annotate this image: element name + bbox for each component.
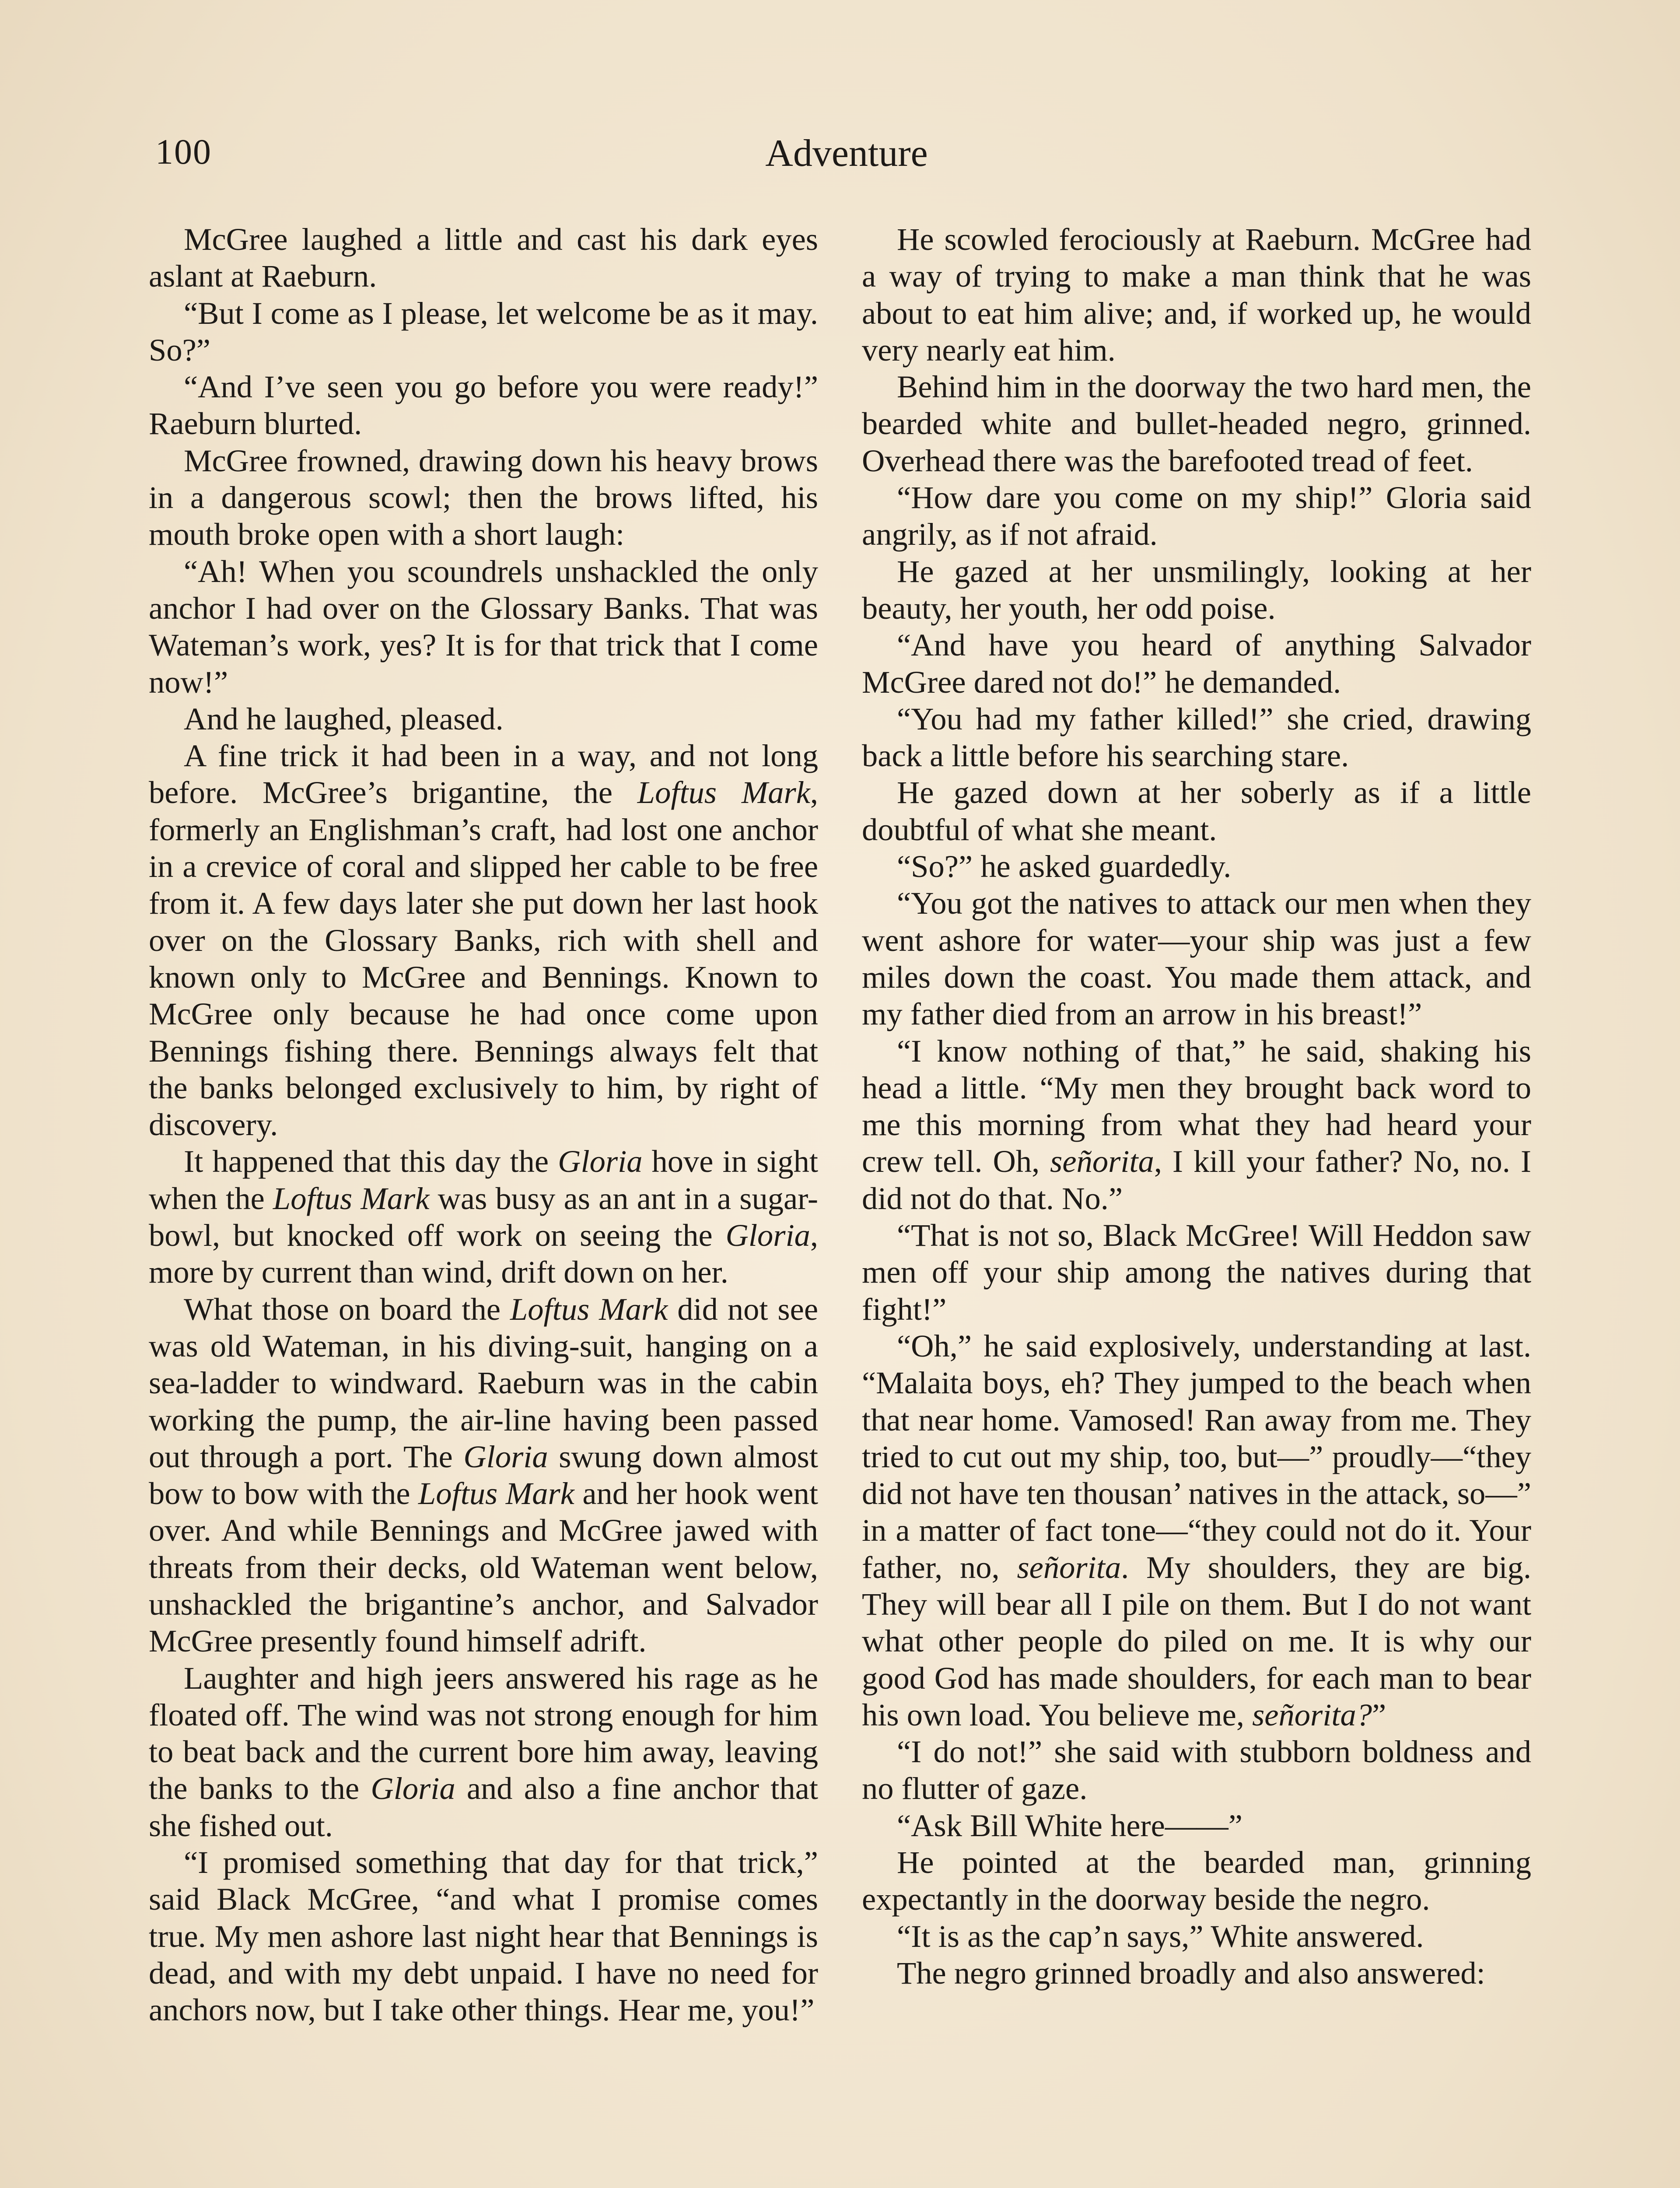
paragraph: A fine trick it had been in a way, and not long before. McGree’s brigantine, the Loftus Mark, formerly an Englishman’s craft, had lost one anchor in a crevice of coral and slipped her cable to be free from it. A few days later she put down her last hook over on the Glossary Banks, rich with shell and known only to McGree and Bennings. Known to McGree only because he had once come upon Bennings fishing there. Bennings always felt that the banks belonged exclusively to him, by right of discovery. [149, 738, 818, 1143]
running-title: Adventure [765, 132, 928, 175]
paragraph: “And have you heard of anything Salvador McGree dared not do!” he demanded. [862, 627, 1531, 700]
paragraph: “How dare you come on my ship!” Gloria said angrily, as if not afraid. [862, 480, 1531, 552]
paragraph: “But I come as I please, let welcome be as it may. So?” [149, 295, 818, 368]
paragraph: What those on board the Loftus Mark did not see was old Wateman, in his diving-suit, hanging on a sea-ladder to windward. Raeburn was in the cabin working the pump, the air-line having been passed out through a port. The Gloria swung down almost bow to bow with the Loftus Mark and her hook went over. And while Bennings and McGree jawed with threats from their decks, old Wateman went below, unshackled the brigantine’s anchor, and Salvador McGree presently found himself adrift. [149, 1291, 819, 1659]
paragraph: McGree frowned, drawing down his heavy brows in a dangerous scowl; then the brows lifted, his mouth broke open with a short laugh: [149, 442, 818, 552]
paragraph: McGree laughed a little and cast his dark eyes aslant at Raeburn. [149, 221, 818, 294]
paragraph: “I do not!” she said with stubborn boldness and no flutter of gaze. [862, 1734, 1531, 1806]
paragraph: “Ask Bill White here——” [897, 1807, 1242, 1843]
paragraph: “You had my father killed!” she cried, drawing back a little before his searching stare. [862, 701, 1531, 774]
paragraph: Behind him in the doorway the two hard men, the bearded white and bullet-headed negro, grinned. Overhead there was the barefooted tread of feet. [862, 369, 1531, 478]
paragraph: The negro grinned broadly and also answered: [897, 1955, 1485, 1991]
paragraph: “Oh,” he said explosively, understanding at last. “Malaita boys, eh? They jumped to the beach when that near home. Vamosed! Ran away from me. They tried to cut out my ship, too, but—” proudly—“they did not have ten thousan’ natives in the attack, so—” in a matter of fact tone—“they could not do it. Your father, no, señorita. My shoulders, they are big. They will bear all I pile on them. But I do not want what other people do piled on me. It is why our good God has made shoulders, for each man to bear his own load. You believe me, señorita?” [862, 1328, 1532, 1732]
text-column-left [149, 221, 818, 2029]
paragraph: “So?” he asked guardedly. [897, 849, 1232, 884]
paragraph: He gazed down at her soberly as if a little doubtful of what she meant. [862, 775, 1531, 847]
text-column-right [862, 221, 1531, 1992]
paragraph: “I know nothing of that,” he said, shaking his head a little. “My men they brought back word to me this morning from what they had heard your crew tell. Oh, señorita, I kill your father? No, no. I did not do that. No.” [862, 1033, 1532, 1216]
paragraph: And he laughed, pleased. [184, 701, 504, 736]
paragraph: He gazed at her unsmilingly, looking at her beauty, her youth, her odd poise. [862, 553, 1531, 626]
page-number: 100 [155, 132, 212, 172]
paragraph: “I promised something that day for that trick,” said Black McGree, “and what I promise comes true. My men ashore last night hear that Bennings is dead, and with my debt unpaid. I have no need for anchors now, but I take other things. Hear me, you!” [149, 1844, 818, 2028]
paragraph: “That is not so, Black McGree! Will Heddon saw men off your ship among the natives during that fight!” [862, 1217, 1531, 1327]
paragraph: “You got the natives to attack our men when they went ashore for water—your ship was just a few miles down the coast. You made them attack, and my father died from an arrow in his breast!” [862, 885, 1531, 1032]
paragraph: “And I’ve seen you go before you were ready!” Raeburn blurted. [149, 369, 818, 442]
paragraph: He scowled ferociously at Raeburn. McGree had a way of trying to make a man think that he was about to eat him alive; and, if worked up, he would very nearly eat him. [862, 221, 1531, 368]
paragraph: He pointed at the bearded man, grinning expectantly in the doorway beside the negro. [862, 1844, 1531, 1917]
paragraph: Laughter and high jeers answered his rage as he floated off. The wind was not strong enough for him to beat back and the current bore him away, leaving the banks to the Gloria and also a fine anchor that she fished out. [149, 1660, 819, 1843]
paragraph: “Ah! When you scoundrels unshackled the only anchor I had over on the Glossary Banks. That was Wateman’s work, yes? It is for that trick that I come now!” [149, 553, 818, 700]
paragraph: It happened that this day the Gloria hove in sight when the Loftus Mark was busy as an ant in a sugar-bowl, but knocked off work on seeing the Gloria, more by current than wind, drift down on her. [149, 1143, 819, 1290]
paragraph: “It is as the cap’n says,” White answered. [897, 1918, 1424, 1954]
page-header [155, 131, 1538, 193]
